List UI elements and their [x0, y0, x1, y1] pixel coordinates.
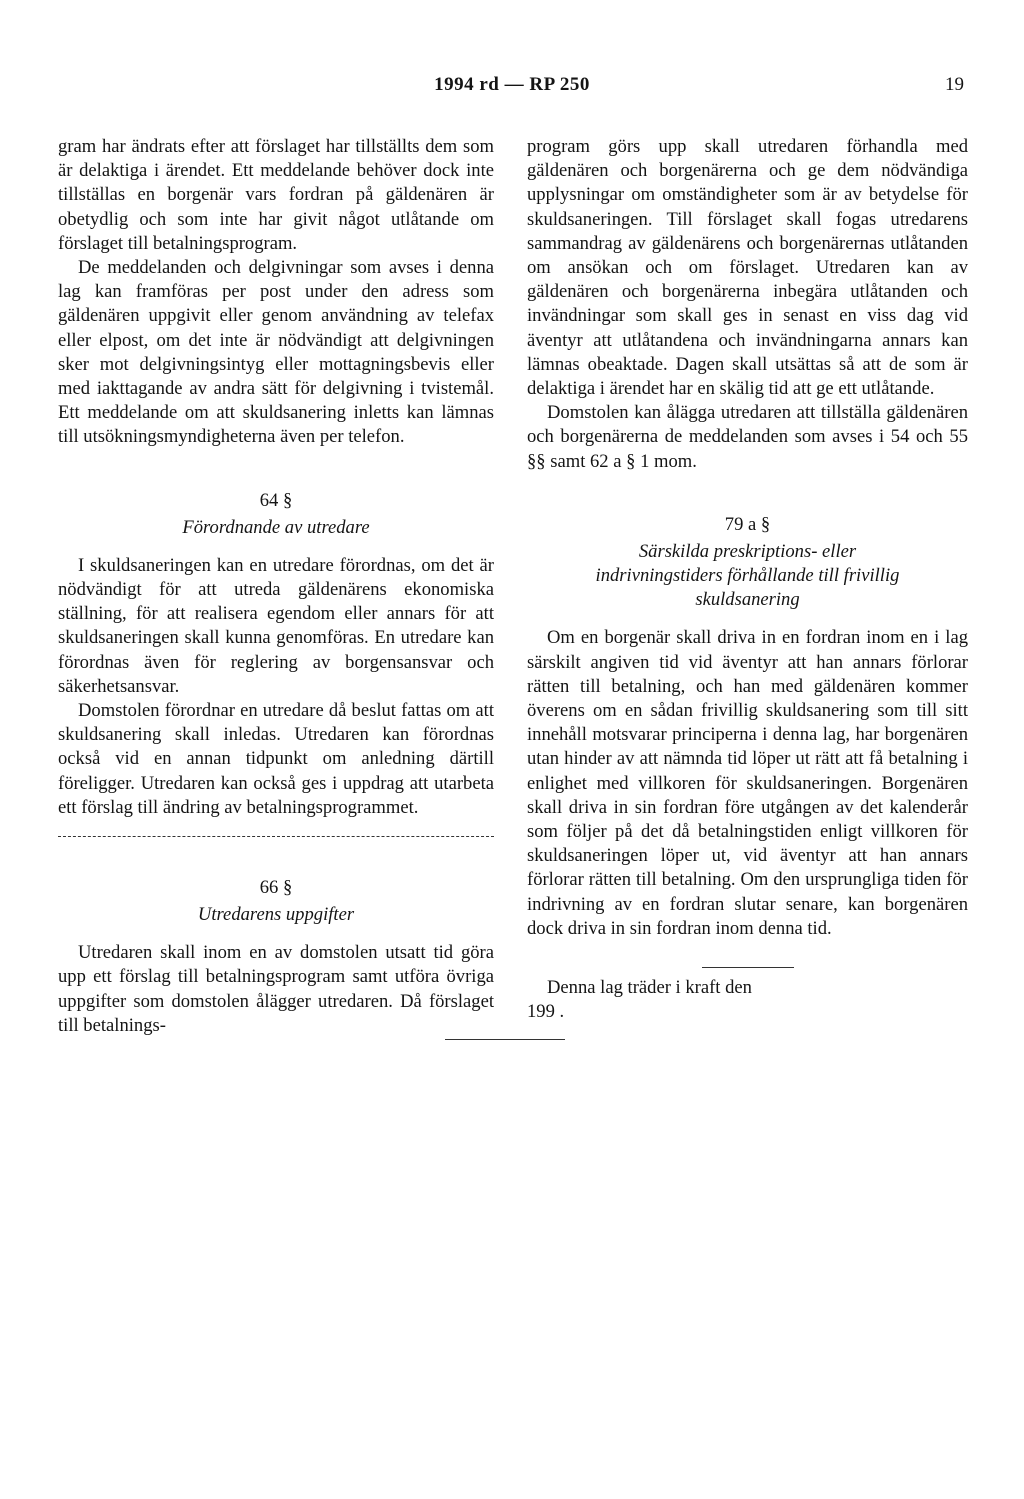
- section-79a-title-line-3: skuldsanering: [695, 589, 800, 611]
- separator-rule: [702, 967, 794, 968]
- paragraph-continuation-right: program görs upp skall utredaren förhandla med gäldenären och borgenärerna och ge dem nödvändiga upplysningar om omständigheter som är av betydelse för skuldsaneringen. Till förslaget skall fogas utredarens sammandrag av gäldenärens och borgenärernas utlåtanden om ansökan och om förslaget. Utredaren kan av gäldenären och borgenärerna inbegära utlåtanden och invändningar som skall ges in senast en viss dag vid äventyr att utlåtandena och invändningarna annars kan lämnas obeaktade. Dagen skall utsättas så att de som är delaktiga i ärendet har en skälig tid att ge ett utlåtande.: [527, 136, 968, 400]
- section-79a-paragraph-1: Om en borgenär skall driva in en fordran inom en i lag särskilt angiven tid vid äventyr att han annars förlorar rätten till betalning, och han med gäldenären kommer överens om en sådan frivillig skuldsanering som till sitt innehåll motsvarar principerna i denna lag, har borgenären utan hinder av att nämnda tid löper ut rätt att få betalning i enlighet med villkoren för skuldsaneringen. Borgenären skall driva in sin fordran före utgången av det kalenderår som följer på det då betalningstiden enligt villkoren för skuldsaneringen löper ut, vid äventyr att han annars förlorar rätten till betalning. Om den ursprungliga tiden för indrivning av en fordran slutar senare, kan borgenären dock driva in sin fordran inom denna tid.: [527, 627, 968, 939]
- section-64-title: Förordnande av utredare: [182, 516, 370, 538]
- page-header: [0, 74, 1024, 104]
- section-64-number: 64 §: [259, 489, 293, 511]
- section-66-title: Utredarens uppgifter: [197, 904, 355, 926]
- section-79a-title-line-2: indrivningstiders förhållande till frivillig: [595, 565, 900, 587]
- page-number: 19: [945, 74, 964, 95]
- end-rule: [445, 1039, 565, 1040]
- paragraph-court-notices: Domstolen kan ålägga utredaren att tillställa gäldenären och borgenärerna de meddelanden som avses i 54 och 55 §§ samt 62 a § 1 mom.: [527, 402, 968, 472]
- right-column: [527, 135, 968, 1040]
- running-header-title: 1994 rd — RP 250: [434, 74, 590, 95]
- entry-into-force-line-1: Denna lag träder i kraft den: [547, 977, 752, 999]
- entry-into-force-line-2: 199 .: [527, 1001, 565, 1023]
- section-66-paragraph-1: Utredaren skall inom en av domstolen utsatt tid göra upp ett förslag till betalningsprogram samt utföra övriga uppgifter som domstolen ålägger utredaren. Då förslaget till betalnings-: [58, 942, 494, 1036]
- section-79a-title-line-1: Särskilda preskriptions- eller: [638, 540, 857, 562]
- paragraph-continuation: gram har ändrats efter att förslaget har tillställts dem som är delaktiga i ärendet. Ett meddelande behöver dock inte tillställas en borgenär vars fordran på gäldenären är obetydlig och som inte har givit något utlåtande om förslaget till betalningsprogram.: [58, 136, 494, 254]
- section-66-number: 66 §: [259, 877, 293, 899]
- left-column: [58, 135, 494, 1038]
- section-64-paragraph-1: I skuldsaneringen kan en utredare förordnas, om det är nödvändigt för att utreda gäldenärens ekonomiska ställning, för att realisera egendom eller annars för att skuldsaneringen skall kunna genomföras. En utredare kan förordnas även för reglering av borgensansvar och säkerhetsansvar.: [58, 554, 494, 697]
- section-64-paragraph-2: Domstolen förordnar en utredare då beslut fattas om att skuldsanering skall inledas. Utredaren kan förordnas också vid en annan tidpunkt om anledning därtill föreligger. Utredaren kan också ges i uppdrag att utarbeta ett förslag till ändring av betalningsprogrammet.: [58, 700, 494, 818]
- section-79a-number: 79 a §: [724, 513, 771, 535]
- omission-dashed-rule: [58, 836, 494, 837]
- paragraph-delivery: De meddelanden och delgivningar som avses i denna lag kan framföras per post under den adress som gäldenären uppgivit eller genom användning av telefax eller elpost, om det inte är nödvändigt att delgivningen sker mot delgivningsintyg eller mottagningsbevis eller med iakttagande av andra sätt för delgivning i tvistemål. Ett meddelande om att skuldsanering inletts kan lämnas till utsökningsmyndigheterna även per telefon.: [58, 257, 494, 448]
- section-79a-title: [527, 540, 968, 613]
